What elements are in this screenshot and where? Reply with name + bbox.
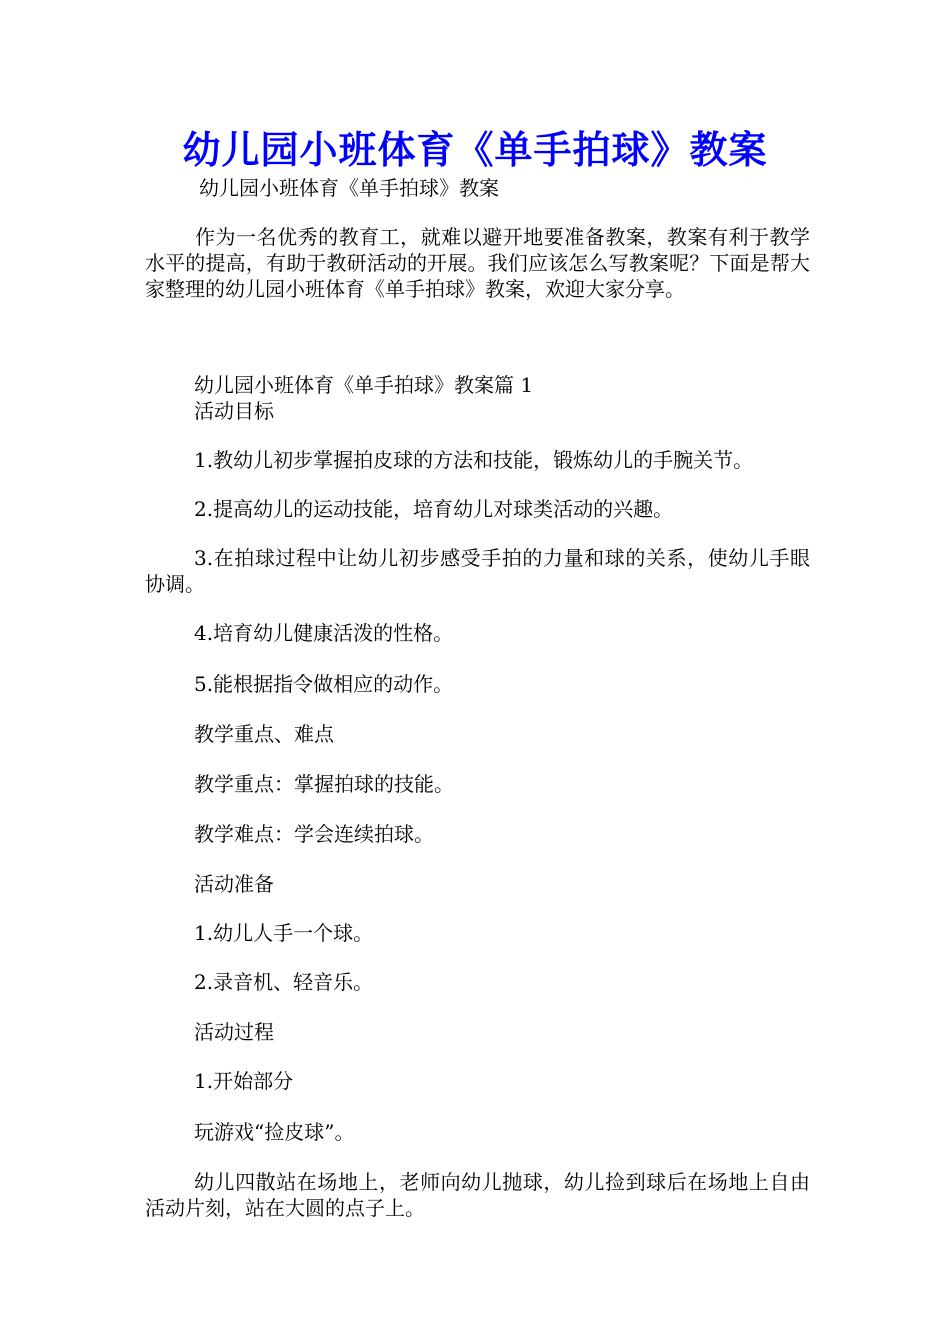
process-heading: 活动过程 [194,1020,274,1044]
goal-item-2: 2.提高幼儿的运动技能，培育幼儿对球类活动的兴趣。 [194,497,674,521]
key-heading: 教学重点、难点 [194,722,334,746]
section-heading: 幼儿园小班体育《单手拍球》教案篇 1 [194,373,534,397]
intro-paragraph: 作为一名优秀的教育工，就难以避开地要准备教案，教案有利于教学水平的提高，有助于教研活动的开展。我们应该怎么写教案呢？下面是帮大家整理的幼儿园小班体育《单手拍球》教案，欢迎大家分享。 [145,225,810,301]
game-line: 玩游戏“捡皮球”。 [194,1120,355,1144]
process-item-1: 1.开始部分 [194,1069,294,1093]
key-point: 教学重点：掌握拍球的技能。 [194,772,454,796]
goal-item-3: 3.在拍球过程中让幼儿初步感受手拍的力量和球的关系，使幼儿手眼协调。 [145,546,810,596]
goal-item-1: 1.教幼儿初步掌握拍皮球的方法和技能，锻炼幼儿的手腕关节。 [194,448,754,472]
goal-item-4: 4.培育幼儿健康活泼的性格。 [194,621,454,645]
prep-item-2: 2.录音机、轻音乐。 [194,970,374,994]
game-description: 幼儿四散站在场地上，老师向幼儿抛球，幼儿捡到球后在场地上自由活动片刻，站在大圆的点子上。 [145,1170,810,1220]
difficult-point: 教学难点：学会连续拍球。 [194,822,434,846]
goal-item-5: 5.能根据指令做相应的动作。 [194,672,454,696]
document-subtitle: 幼儿园小班体育《单手拍球》教案 [199,176,499,200]
goal-heading: 活动目标 [194,399,274,423]
prep-item-1: 1.幼儿人手一个球。 [194,921,374,945]
prep-heading: 活动准备 [194,872,274,896]
document-title: 幼儿园小班体育《单手拍球》教案 [182,127,768,172]
